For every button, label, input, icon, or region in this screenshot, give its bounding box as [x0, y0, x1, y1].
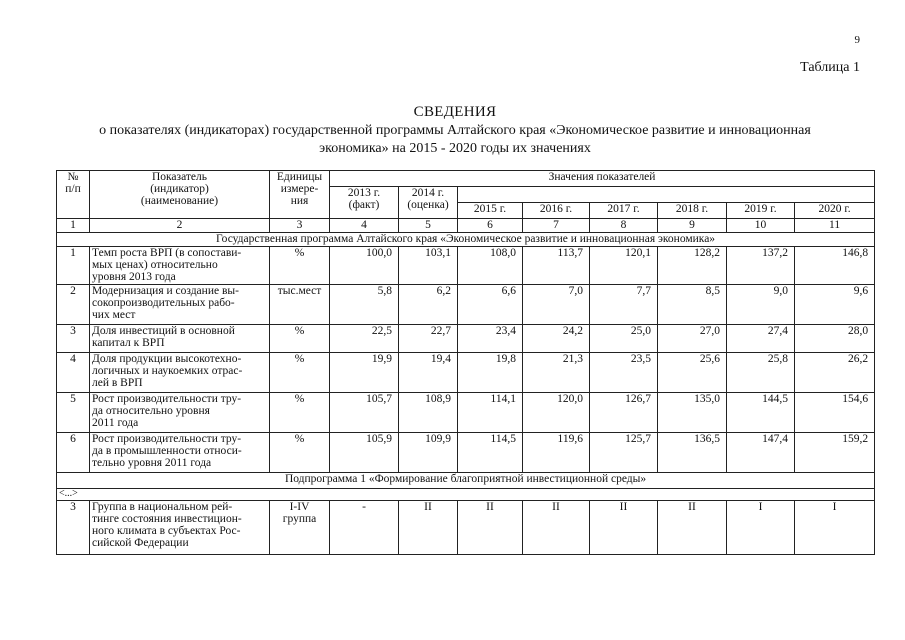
- ellipsis-row: [57, 489, 875, 501]
- column-number: 6: [458, 219, 523, 233]
- table-row: [57, 325, 875, 353]
- indicator-name-line: Доля продукции высокотехно-: [92, 353, 242, 365]
- unit-line: I-IV: [289, 501, 310, 513]
- indicator-name-line: сокопроизводительных рабо-: [92, 297, 235, 309]
- value-cell: 8,5: [658, 285, 727, 325]
- value-cell: 126,7: [590, 393, 658, 433]
- header-num-cell: [57, 171, 90, 219]
- value-cell: 114,1: [458, 393, 523, 433]
- title-subtitle-line-2: экономика» на 2015 - 2020 годы их значениях: [319, 141, 591, 156]
- value-cell: 6,6: [458, 285, 523, 325]
- value-cell: 28,0: [795, 325, 875, 353]
- row-number: 3: [57, 325, 90, 353]
- value-cell: 5,8: [330, 285, 399, 325]
- value-cell: 25,6: [658, 353, 727, 393]
- header-indicator-line1: Показатель: [151, 171, 208, 183]
- indicator-name-line: Модернизация и создание вы-: [92, 285, 239, 297]
- header-2016: 2016 г.: [523, 203, 590, 219]
- header-values-title: Значения показателей: [330, 171, 875, 187]
- value-cell: 144,5: [727, 393, 795, 433]
- value-cell: 114,5: [458, 433, 523, 473]
- column-number: 10: [727, 219, 795, 233]
- header-2013-line1: 2013 г.: [347, 187, 381, 199]
- value-cell: 19,8: [458, 353, 523, 393]
- header-blank-cell: [458, 187, 875, 203]
- indicator-name: [90, 393, 270, 433]
- unit: [270, 501, 330, 555]
- header-2019: 2019 г.: [727, 203, 795, 219]
- header-unit-line1: Единицы: [276, 171, 323, 183]
- value-cell: 120,0: [523, 393, 590, 433]
- indicator-name: [90, 501, 270, 555]
- header-row-1: [57, 171, 875, 187]
- row-number: 4: [57, 353, 90, 393]
- value-cell: 23,4: [458, 325, 523, 353]
- indicator-name-line: да относительно уровня: [92, 405, 210, 417]
- indicators-table: [56, 170, 875, 555]
- value-cell: 128,2: [658, 247, 727, 285]
- value-cell: 103,1: [399, 247, 458, 285]
- row-number: 6: [57, 433, 90, 473]
- table-row: [57, 393, 875, 433]
- section-title-program: Государственная программа Алтайского края «Экономическое развитие и инновационная экономика»: [57, 233, 875, 247]
- value-cell: II: [458, 501, 523, 555]
- value-cell: 154,6: [795, 393, 875, 433]
- title-main: СВЕДЕНИЯ: [413, 104, 497, 120]
- row-number: 2: [57, 285, 90, 325]
- page-number: 9: [854, 34, 860, 46]
- value-cell: 147,4: [727, 433, 795, 473]
- value-cell: -: [330, 501, 399, 555]
- value-cell: 119,6: [523, 433, 590, 473]
- indicator-name-line: Рост производительности тру-: [92, 433, 242, 445]
- section-row-subprogram: [57, 473, 875, 489]
- value-cell: 120,1: [590, 247, 658, 285]
- unit-line: группа: [282, 513, 317, 525]
- value-cell: 125,7: [590, 433, 658, 473]
- unit: %: [270, 247, 330, 285]
- indicator-name-line: 2011 года: [92, 417, 139, 429]
- value-cell: II: [590, 501, 658, 555]
- unit: %: [270, 393, 330, 433]
- value-cell: 113,7: [523, 247, 590, 285]
- column-number-row: [57, 219, 875, 233]
- value-cell: 137,2: [727, 247, 795, 285]
- header-unit-line3: ния: [290, 195, 309, 207]
- header-indicator-line2: (индикатор): [150, 183, 209, 195]
- header-unit-line2: измере-: [280, 183, 319, 195]
- indicator-name-line: уровня 2013 года: [92, 271, 176, 283]
- header-2018: 2018 г.: [658, 203, 727, 219]
- value-cell: 23,5: [590, 353, 658, 393]
- indicator-name-line: Темп роста ВРП (в сопостави-: [92, 247, 242, 259]
- header-2014-cell: [399, 187, 458, 219]
- value-cell: 24,2: [523, 325, 590, 353]
- value-cell: 7,0: [523, 285, 590, 325]
- value-cell: 9,6: [795, 285, 875, 325]
- table-row: [57, 501, 875, 555]
- table-row: [57, 433, 875, 473]
- column-number: 9: [658, 219, 727, 233]
- header-num-line1: №: [67, 171, 79, 183]
- header-2013-cell: [330, 187, 399, 219]
- indicator-name-line: сийской Федерации: [92, 537, 189, 549]
- indicator-name-line: Группа в национальном рей-: [92, 501, 233, 513]
- value-cell: 9,0: [727, 285, 795, 325]
- column-number: 8: [590, 219, 658, 233]
- value-cell: 27,0: [658, 325, 727, 353]
- value-cell: 22,7: [399, 325, 458, 353]
- indicator-name-line: мых ценах) относительно: [92, 259, 218, 271]
- column-number: 5: [399, 219, 458, 233]
- column-number: 11: [795, 219, 875, 233]
- value-cell: 19,4: [399, 353, 458, 393]
- value-cell: 105,7: [330, 393, 399, 433]
- unit: тыс.мест: [270, 285, 330, 325]
- unit: %: [270, 353, 330, 393]
- table-row: [57, 285, 875, 325]
- value-cell: 22,5: [330, 325, 399, 353]
- value-cell: 26,2: [795, 353, 875, 393]
- document-title: [40, 104, 870, 157]
- indicator-name-line: чих мест: [92, 309, 136, 321]
- unit: %: [270, 433, 330, 473]
- value-cell: 108,0: [458, 247, 523, 285]
- column-number: 3: [270, 219, 330, 233]
- header-unit-cell: [270, 171, 330, 219]
- indicator-name: [90, 353, 270, 393]
- indicator-name-line: Доля инвестиций в основной: [92, 325, 235, 337]
- section-row-program: [57, 233, 875, 247]
- value-cell: 109,9: [399, 433, 458, 473]
- value-cell: 146,8: [795, 247, 875, 285]
- header-2020: 2020 г.: [795, 203, 875, 219]
- value-cell: 105,9: [330, 433, 399, 473]
- indicator-name: [90, 247, 270, 285]
- section-title-subprogram: Подпрограмма 1 «Формирование благоприятной инвестиционной среды»: [57, 473, 875, 489]
- indicator-name-line: Рост производительности тру-: [92, 393, 242, 405]
- value-cell: 21,3: [523, 353, 590, 393]
- indicator-name-line: тельно уровня 2011 года: [92, 457, 212, 469]
- header-2013-line2: (факт): [348, 199, 380, 211]
- value-cell: 27,4: [727, 325, 795, 353]
- table-row: [57, 353, 875, 393]
- indicator-name-line: тинге состояния инвестицион-: [92, 513, 242, 525]
- value-cell: 159,2: [795, 433, 875, 473]
- value-cell: 135,0: [658, 393, 727, 433]
- value-cell: 7,7: [590, 285, 658, 325]
- value-cell: 25,0: [590, 325, 658, 353]
- header-2014-line2: (оценка): [407, 199, 449, 211]
- unit: %: [270, 325, 330, 353]
- header-2015: 2015 г.: [458, 203, 523, 219]
- value-cell: I: [795, 501, 875, 555]
- value-cell: II: [658, 501, 727, 555]
- header-2017: 2017 г.: [590, 203, 658, 219]
- value-cell: I: [727, 501, 795, 555]
- value-cell: 136,5: [658, 433, 727, 473]
- header-2014-line1: 2014 г.: [411, 187, 445, 199]
- indicator-name: [90, 433, 270, 473]
- column-number: 2: [90, 219, 270, 233]
- value-cell: 108,9: [399, 393, 458, 433]
- header-indicator-cell: [90, 171, 270, 219]
- value-cell: 25,8: [727, 353, 795, 393]
- value-cell: 19,9: [330, 353, 399, 393]
- indicator-name: [90, 325, 270, 353]
- indicator-name-line: лей в ВРП: [92, 377, 143, 389]
- table-row: [57, 247, 875, 285]
- row-number: 5: [57, 393, 90, 433]
- column-number: 4: [330, 219, 399, 233]
- header-num-line2: п/п: [65, 183, 81, 195]
- table-label: Таблица 1: [800, 60, 860, 75]
- indicator-name-line: логичных и наукоемких отрас-: [92, 365, 243, 377]
- title-subtitle-line-1: о показателях (индикаторах) государственной программы Алтайского края «Экономическое развитие и инновационная: [99, 123, 811, 138]
- indicator-name-line: да в промышленности относи-: [92, 445, 242, 457]
- indicator-name-line: ного климата в субъектах Рос-: [92, 525, 241, 537]
- ellipsis-text: <...>: [57, 489, 875, 501]
- row-number: 3: [57, 501, 90, 555]
- value-cell: II: [399, 501, 458, 555]
- value-cell: II: [523, 501, 590, 555]
- indicator-name: [90, 285, 270, 325]
- value-cell: 6,2: [399, 285, 458, 325]
- indicator-name-line: капитал к ВРП: [92, 337, 165, 349]
- column-number: 7: [523, 219, 590, 233]
- column-number: 1: [57, 219, 90, 233]
- value-cell: 100,0: [330, 247, 399, 285]
- row-number: 1: [57, 247, 90, 285]
- header-indicator-line3: (наименование): [140, 195, 219, 207]
